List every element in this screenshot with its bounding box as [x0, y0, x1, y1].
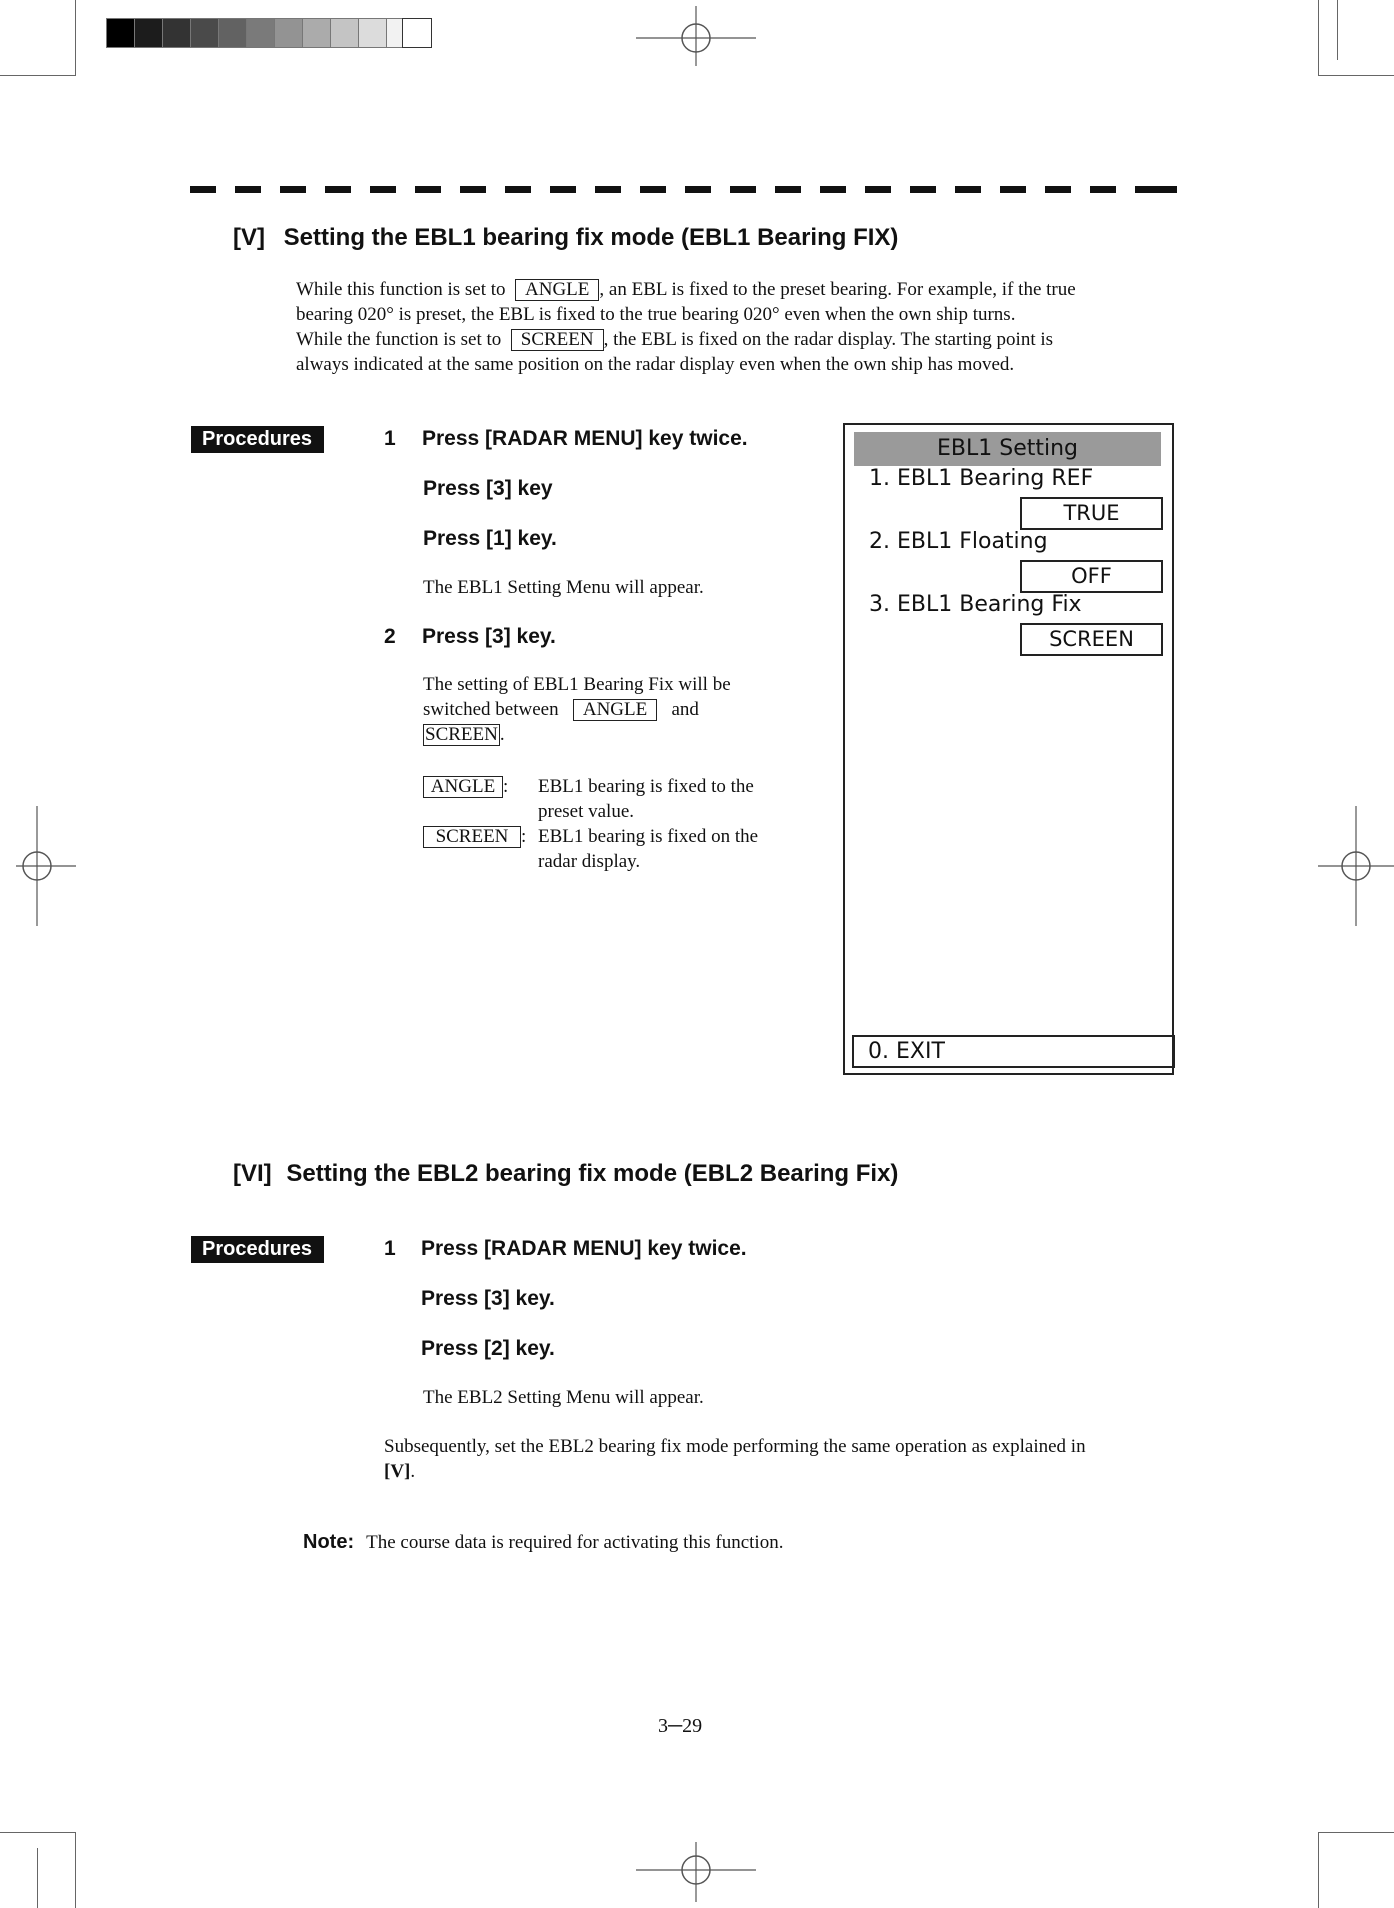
registration-target-top	[636, 6, 756, 66]
page-number: 3─29	[658, 1715, 703, 1737]
screen-definition: SCREEN :	[423, 824, 526, 849]
section-5-heading	[233, 224, 898, 252]
menu-title: EBL1 Setting	[854, 432, 1161, 466]
menu-item-bearing-ref[interactable]: 1. EBL1 Bearing REF	[869, 466, 1094, 491]
screen-option-box: SCREEN	[425, 724, 498, 745]
bearing-fix-value[interactable]: SCREEN	[1020, 623, 1163, 656]
menu-exit[interactable]: 0. EXIT	[852, 1035, 1175, 1068]
angle-definition: ANGLE :	[423, 774, 803, 799]
note	[303, 1530, 783, 1555]
screen-definition-text: EBL1 bearing is fixed on the radar display.	[538, 826, 759, 872]
menu-item-bearing-fix[interactable]: 3. EBL1 Bearing Fix	[869, 592, 1082, 617]
note-label: Note:	[303, 1531, 355, 1553]
screen-setting-box: SCREEN	[511, 329, 604, 351]
registration-target-bottom	[636, 1842, 756, 1902]
step-1-note: The EBL2 Setting Menu will appear.	[423, 1387, 704, 1408]
step-2-text: Press [3] key.	[422, 625, 556, 648]
section-5-number: [V]	[233, 224, 265, 251]
procedures-label: Procedures	[191, 426, 324, 453]
step-1b-text: Press [3] key	[423, 477, 553, 500]
angle-definition-text: EBL1 bearing is fixed to the preset value.	[538, 776, 754, 822]
section-6-heading	[233, 1160, 898, 1188]
angle-setting-box: ANGLE	[515, 279, 599, 301]
section-5-intro: While this function is set to ANGLE , an EBL is fixed to the preset bearing. For example, if the true bearing 020° is preset, the EBL is fixed to the true bearing 020° even when the own ship turns. While the function is set to SCREEN , the EBL is fixed on the radar display. The starting point is always indicated at the same position on the radar display even when the own ship has moved.	[296, 279, 1076, 375]
section-6-title: Setting the EBL2 bearing fix mode (EBL2 Bearing Fix)	[286, 1160, 899, 1187]
subsequently-paragraph: Subsequently, set the EBL2 bearing fix mode performing the same operation as explained in [V].	[384, 1436, 1086, 1482]
step-1-number: 1	[384, 1237, 396, 1260]
step-1b-text: Press [3] key.	[421, 1287, 555, 1310]
section-6-number: [VI]	[233, 1160, 272, 1187]
step-1-text: Press [RADAR MENU] key twice.	[421, 1237, 747, 1260]
step-1-text: Press [RADAR MENU] key twice.	[422, 427, 748, 450]
bearing-ref-value[interactable]: TRUE	[1020, 497, 1163, 530]
note-text: The course data is required for activating this function.	[366, 1532, 784, 1553]
floating-value[interactable]: OFF	[1020, 560, 1163, 593]
section-5-title: Setting the EBL1 bearing fix mode (EBL1 Bearing FIX)	[283, 224, 899, 251]
step-1-note: The EBL1 Setting Menu will appear.	[423, 577, 704, 598]
procedures-label: Procedures	[191, 1236, 324, 1263]
step-1-number: 1	[384, 427, 396, 450]
registration-target-left	[16, 806, 76, 926]
step-2-explanation: The setting of EBL1 Bearing Fix will be switched between ANGLE and SCREEN .	[423, 674, 731, 745]
registration-target-right	[1318, 806, 1394, 926]
menu-item-floating[interactable]: 2. EBL1 Floating	[869, 529, 1048, 554]
step-1c-text: Press [2] key.	[421, 1337, 555, 1360]
angle-option-box: ANGLE	[573, 699, 657, 721]
step-1c-text: Press [1] key.	[423, 527, 557, 550]
step-2-number: 2	[384, 625, 396, 648]
